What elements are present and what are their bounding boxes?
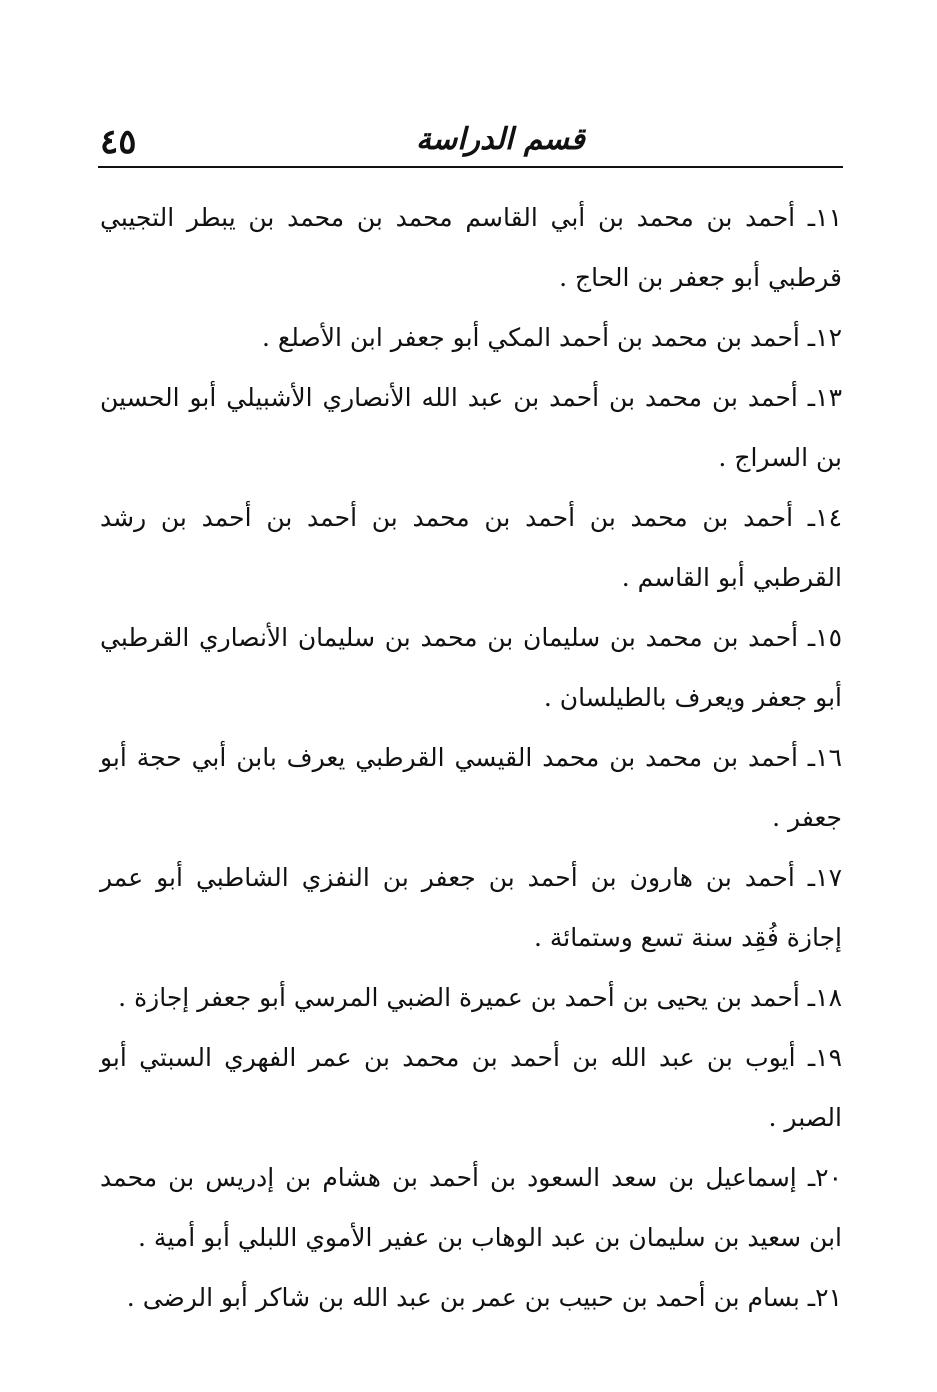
entry-19: ١٩ـ أيوب بن عبد الله بن أحمد بن محمد بن عمر الفهري السبتي أبو الصبر . (100, 1043, 842, 1132)
entry-15: ١٥ـ أحمد بن محمد بن سليمان بن محمد بن سليمان الأنصاري القرطبي أبو جعفر ويعرف بالطيلسان . (100, 623, 842, 712)
entries-list (100, 188, 842, 1328)
page-header (98, 116, 843, 166)
entry-20: ٢٠ـ إسماعيل بن سعد السعود بن أحمد بن هشام بن إدريس بن محمد ابن سعيد بن سليمان بن عبد الوهاب بن عفير الأموي اللبلي أبو أمية . (100, 1163, 842, 1252)
entry-13: ١٣ـ أحمد بن محمد بن أحمد بن عبد الله الأنصاري الأشبيلي أبو الحسين بن السراج . (100, 383, 842, 472)
entry-12: ١٢ـ أحمد بن محمد بن أحمد المكي أبو جعفر ابن الأصلع . (262, 323, 842, 352)
page-number: ٤٥ (100, 122, 137, 162)
entry-14: ١٤ـ أحمد بن محمد بن أحمد بن محمد بن أحمد بن أحمد بن رشد القرطبي أبو القاسم . (100, 503, 842, 592)
entry-11: ١١ـ أحمد بن محمد بن أبي القاسم محمد بن محمد بن يبطر التجيبي قرطبي أبو جعفر بن الحاج . (100, 203, 842, 292)
header-divider (98, 166, 843, 168)
entry-17: ١٧ـ أحمد بن هارون بن أحمد بن جعفر بن النفزي الشاطبي أبو عمر إجازة فُقِد سنة تسع وستمائة . (100, 863, 842, 952)
entry-21: ٢١ـ بسام بن أحمد بن حبيب بن عمر بن عبد الله بن شاكر أبو الرضى . (126, 1283, 842, 1312)
entry-18: ١٨ـ أحمد بن يحيى بن أحمد بن عميرة الضبي المرسي أبو جعفر إجازة . (118, 983, 842, 1012)
running-title: قسم الدراسة (416, 122, 585, 157)
entry-16: ١٦ـ أحمد بن محمد بن محمد القيسي القرطبي يعرف بابن أبي حجة أبو جعفر . (100, 743, 842, 832)
